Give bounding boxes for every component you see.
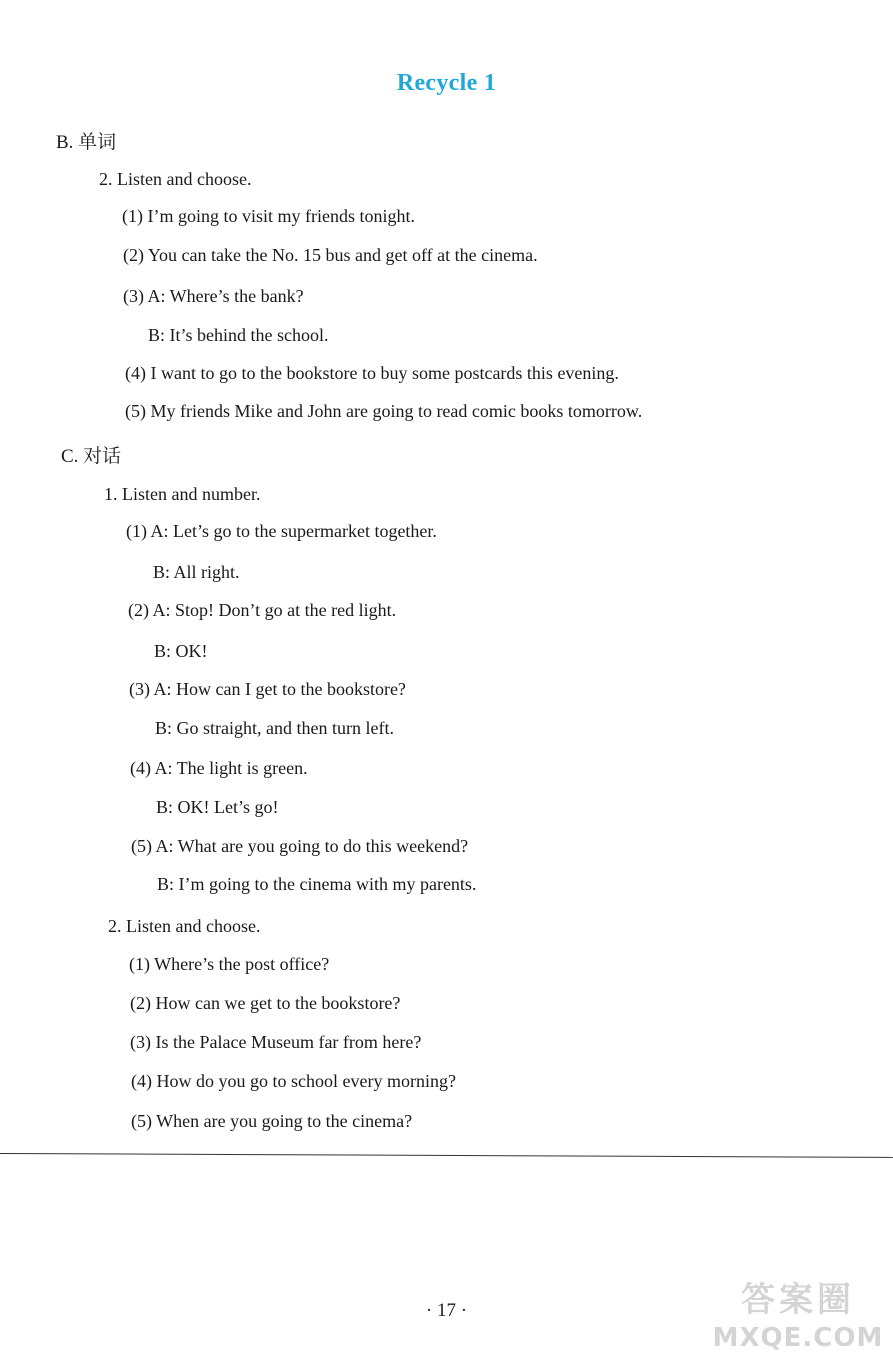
section-heading-b: B. 单词 — [56, 132, 117, 153]
item-line: (5) When are you going to the cinema? — [131, 1111, 413, 1131]
item-line: B: I’m going to the cinema with my parents. — [157, 874, 477, 894]
item-line: (5) My friends Mike and John are going to read comic books tomorrow. — [125, 401, 643, 421]
item-line: (2) You can take the No. 15 bus and get off at the cinema. — [123, 245, 538, 265]
item-line: (1) Where’s the post office? — [129, 954, 330, 974]
item-line: B: All right. — [153, 562, 240, 582]
item-line: (2) How can we get to the bookstore? — [130, 993, 401, 1013]
item-line: B: OK! Let’s go! — [156, 797, 279, 817]
item-line: (4) A: The light is green. — [130, 758, 308, 778]
item-line: (3) A: How can I get to the bookstore? — [129, 679, 406, 699]
item-line: B: Go straight, and then turn left. — [155, 718, 394, 738]
watermark-top: 答案圈 — [741, 1280, 855, 1320]
item-line: (1) A: Let’s go to the supermarket together. — [126, 521, 437, 541]
item-line: (5) A: What are you going to do this weekend? — [131, 836, 469, 856]
page-title: Recycle 1 — [396, 70, 497, 96]
item-line: (3) Is the Palace Museum far from here? — [130, 1032, 422, 1052]
item-line: B: It’s behind the school. — [148, 325, 329, 345]
footer-divider — [0, 1153, 893, 1158]
item-line: B: OK! — [154, 641, 208, 661]
instruction-c-1: 1. Listen and number. — [104, 484, 261, 504]
item-line: (2) A: Stop! Don’t go at the red light. — [128, 600, 397, 620]
item-line: (3) A: Where’s the bank? — [123, 286, 304, 306]
watermark-bottom: MXQE.COM — [712, 1323, 884, 1353]
item-line: (4) How do you go to school every morning? — [131, 1071, 456, 1091]
instruction-b-2: 2. Listen and choose. — [99, 169, 252, 189]
page-number: · 17 · — [425, 1300, 468, 1321]
item-line: (1) I’m going to visit my friends tonight. — [122, 206, 415, 226]
item-line: (4) I want to go to the bookstore to buy some postcards this evening. — [125, 363, 619, 383]
instruction-c-2: 2. Listen and choose. — [108, 916, 261, 936]
section-heading-c: C. 对话 — [61, 446, 122, 467]
watermark-logo — [708, 1278, 888, 1368]
